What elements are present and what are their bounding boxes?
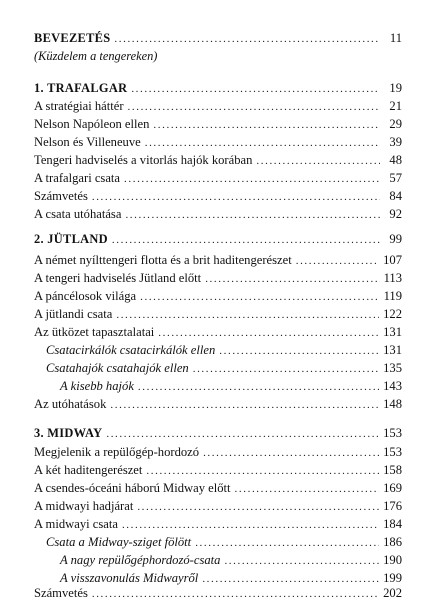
leader-dots (131, 80, 380, 98)
leader-dots (153, 116, 380, 134)
toc-page-number: 122 (383, 307, 402, 321)
toc-entry (34, 205, 402, 223)
toc-entry-label: A tengeri hadviselés Jütland előtt (34, 271, 202, 285)
toc-page-number: 186 (383, 535, 402, 549)
toc-page-number: 11 (389, 31, 402, 45)
toc-page-number: 184 (383, 517, 402, 531)
toc-entry-label: Nelson és Villeneuve (34, 135, 141, 149)
toc-subentry (34, 359, 402, 377)
toc-page-number: 153 (383, 445, 402, 459)
toc-entry-label: Csata a Midway-sziget fölött (46, 535, 192, 549)
toc-entry-label: Nelson Napóleon ellen (34, 117, 150, 131)
toc-page-number: 39 (389, 135, 402, 149)
leader-dots (195, 534, 379, 552)
toc-entry (34, 269, 402, 287)
leader-dots (205, 270, 379, 288)
toc-page-number: 176 (383, 499, 402, 513)
toc-entry-label: Csatacirkálók csatacirkálók ellen (46, 343, 216, 357)
toc-subentry (34, 551, 402, 569)
leader-dots (116, 306, 379, 324)
toc-entry (34, 287, 402, 305)
leader-dots (92, 585, 379, 603)
toc-entry-label: Az ütközet tapasztalatai (34, 325, 155, 339)
toc-entry-label: Megjelenik a repülőgép-hordozó (34, 445, 200, 459)
toc-entry-label: Tengeri hadviselés a vitorlás hajók korában (34, 153, 253, 167)
toc-entry-label: A nagy repülőgéphordozó-csata (60, 553, 221, 567)
leader-dots (110, 396, 379, 414)
leader-dots (193, 360, 379, 378)
toc-section-heading (34, 424, 402, 442)
toc-entry (34, 584, 402, 602)
toc-entry-label: Számvetés (34, 189, 88, 203)
toc-entry (34, 133, 402, 151)
toc-page-number: 21 (389, 99, 402, 113)
toc-entry (34, 515, 402, 533)
toc-intro-subtitle: (Küzdelem a tengereken) (34, 49, 158, 63)
toc-entry (34, 251, 402, 269)
toc-entry-intro (34, 29, 402, 47)
toc-entry-label: A stratégiai háttér (34, 99, 124, 113)
toc-entry (34, 97, 402, 115)
toc-section-title: 2. JÜTLAND (34, 232, 108, 246)
toc-page-number: 99 (389, 232, 402, 246)
toc-entry-label: A midwayi csata (34, 517, 118, 531)
toc-entry-label: A német nyílttengeri flotta és a brit haditengerészet (34, 253, 292, 267)
toc-page-number: 57 (389, 171, 402, 185)
leader-dots (146, 462, 379, 480)
toc-page-number: 153 (383, 426, 402, 440)
leader-dots (224, 552, 379, 570)
toc-entry-label: A csata utóhatása (34, 207, 122, 221)
toc-entry (34, 479, 402, 497)
leader-dots (138, 378, 379, 396)
toc-page-number: 131 (383, 343, 402, 357)
toc-page-number: 84 (389, 189, 402, 203)
toc-page-number: 202 (383, 586, 402, 600)
toc-entry (34, 443, 402, 461)
toc-page-number: 92 (389, 207, 402, 221)
toc-page-number: 19 (389, 81, 402, 95)
toc-section-heading (34, 79, 402, 97)
leader-dots (128, 98, 380, 116)
toc-entry-label: Számvetés (34, 586, 88, 600)
toc-page-number: 29 (389, 117, 402, 131)
leader-dots (92, 188, 380, 206)
leader-dots (219, 342, 379, 360)
toc-page-number: 148 (383, 397, 402, 411)
toc-page-number: 169 (383, 481, 402, 495)
toc-entry (34, 395, 402, 413)
toc-entry-label: A két haditengerészet (34, 463, 143, 477)
toc-section-title: 3. MIDWAY (34, 426, 103, 440)
toc-entry (34, 169, 402, 187)
leader-dots (124, 170, 380, 188)
toc-intro-title: BEVEZETÉS (34, 31, 111, 45)
toc-entry (34, 115, 402, 133)
toc-entry (34, 151, 402, 169)
toc-entry-label: Csatahajók csatahajók ellen (46, 361, 189, 375)
toc-page-number: 143 (383, 379, 402, 393)
toc-subentry (34, 533, 402, 551)
toc-entry (34, 305, 402, 323)
toc-entry (34, 323, 402, 341)
toc-entry-label: A kisebb hajók (60, 379, 134, 393)
toc-page-number: 107 (383, 253, 402, 267)
leader-dots (125, 206, 380, 224)
leader-dots (114, 30, 380, 48)
toc-entry-label: A midwayi hadjárat (34, 499, 134, 513)
toc-page-number: 190 (383, 553, 402, 567)
leader-dots (158, 324, 379, 342)
leader-dots (140, 288, 379, 306)
toc-entry (34, 461, 402, 479)
toc-entry-label: Az utóhatások (34, 397, 107, 411)
leader-dots (203, 444, 379, 462)
toc-entry-label: A visszavonulás Midwayről (60, 571, 199, 585)
toc-entry-label: A páncélosok világa (34, 289, 137, 303)
toc-page-number: 48 (389, 153, 402, 167)
toc-subentry (34, 377, 402, 395)
toc-entry (34, 187, 402, 205)
leader-dots (296, 252, 379, 270)
toc-page-number: 199 (383, 571, 402, 585)
toc-entry (34, 497, 402, 515)
leader-dots (235, 480, 380, 498)
toc-section-heading (34, 230, 402, 248)
toc-subentry (34, 341, 402, 359)
toc-page-number: 131 (383, 325, 402, 339)
leader-dots (112, 231, 380, 249)
toc-page-number: 158 (383, 463, 402, 477)
leader-dots (106, 425, 379, 443)
toc-page-number: 113 (383, 271, 402, 285)
leader-dots (137, 498, 379, 516)
toc-section-title: 1. TRAFALGAR (34, 81, 128, 95)
toc-entry-label: A csendes-óceáni háború Midway előtt (34, 481, 231, 495)
toc-page-number: 119 (383, 289, 402, 303)
leader-dots (256, 152, 380, 170)
toc-page-number: 135 (383, 361, 402, 375)
toc-entry-label: A jütlandi csata (34, 307, 113, 321)
leader-dots (145, 134, 380, 152)
toc-entry-label: A trafalgari csata (34, 171, 121, 185)
leader-dots (122, 516, 379, 534)
